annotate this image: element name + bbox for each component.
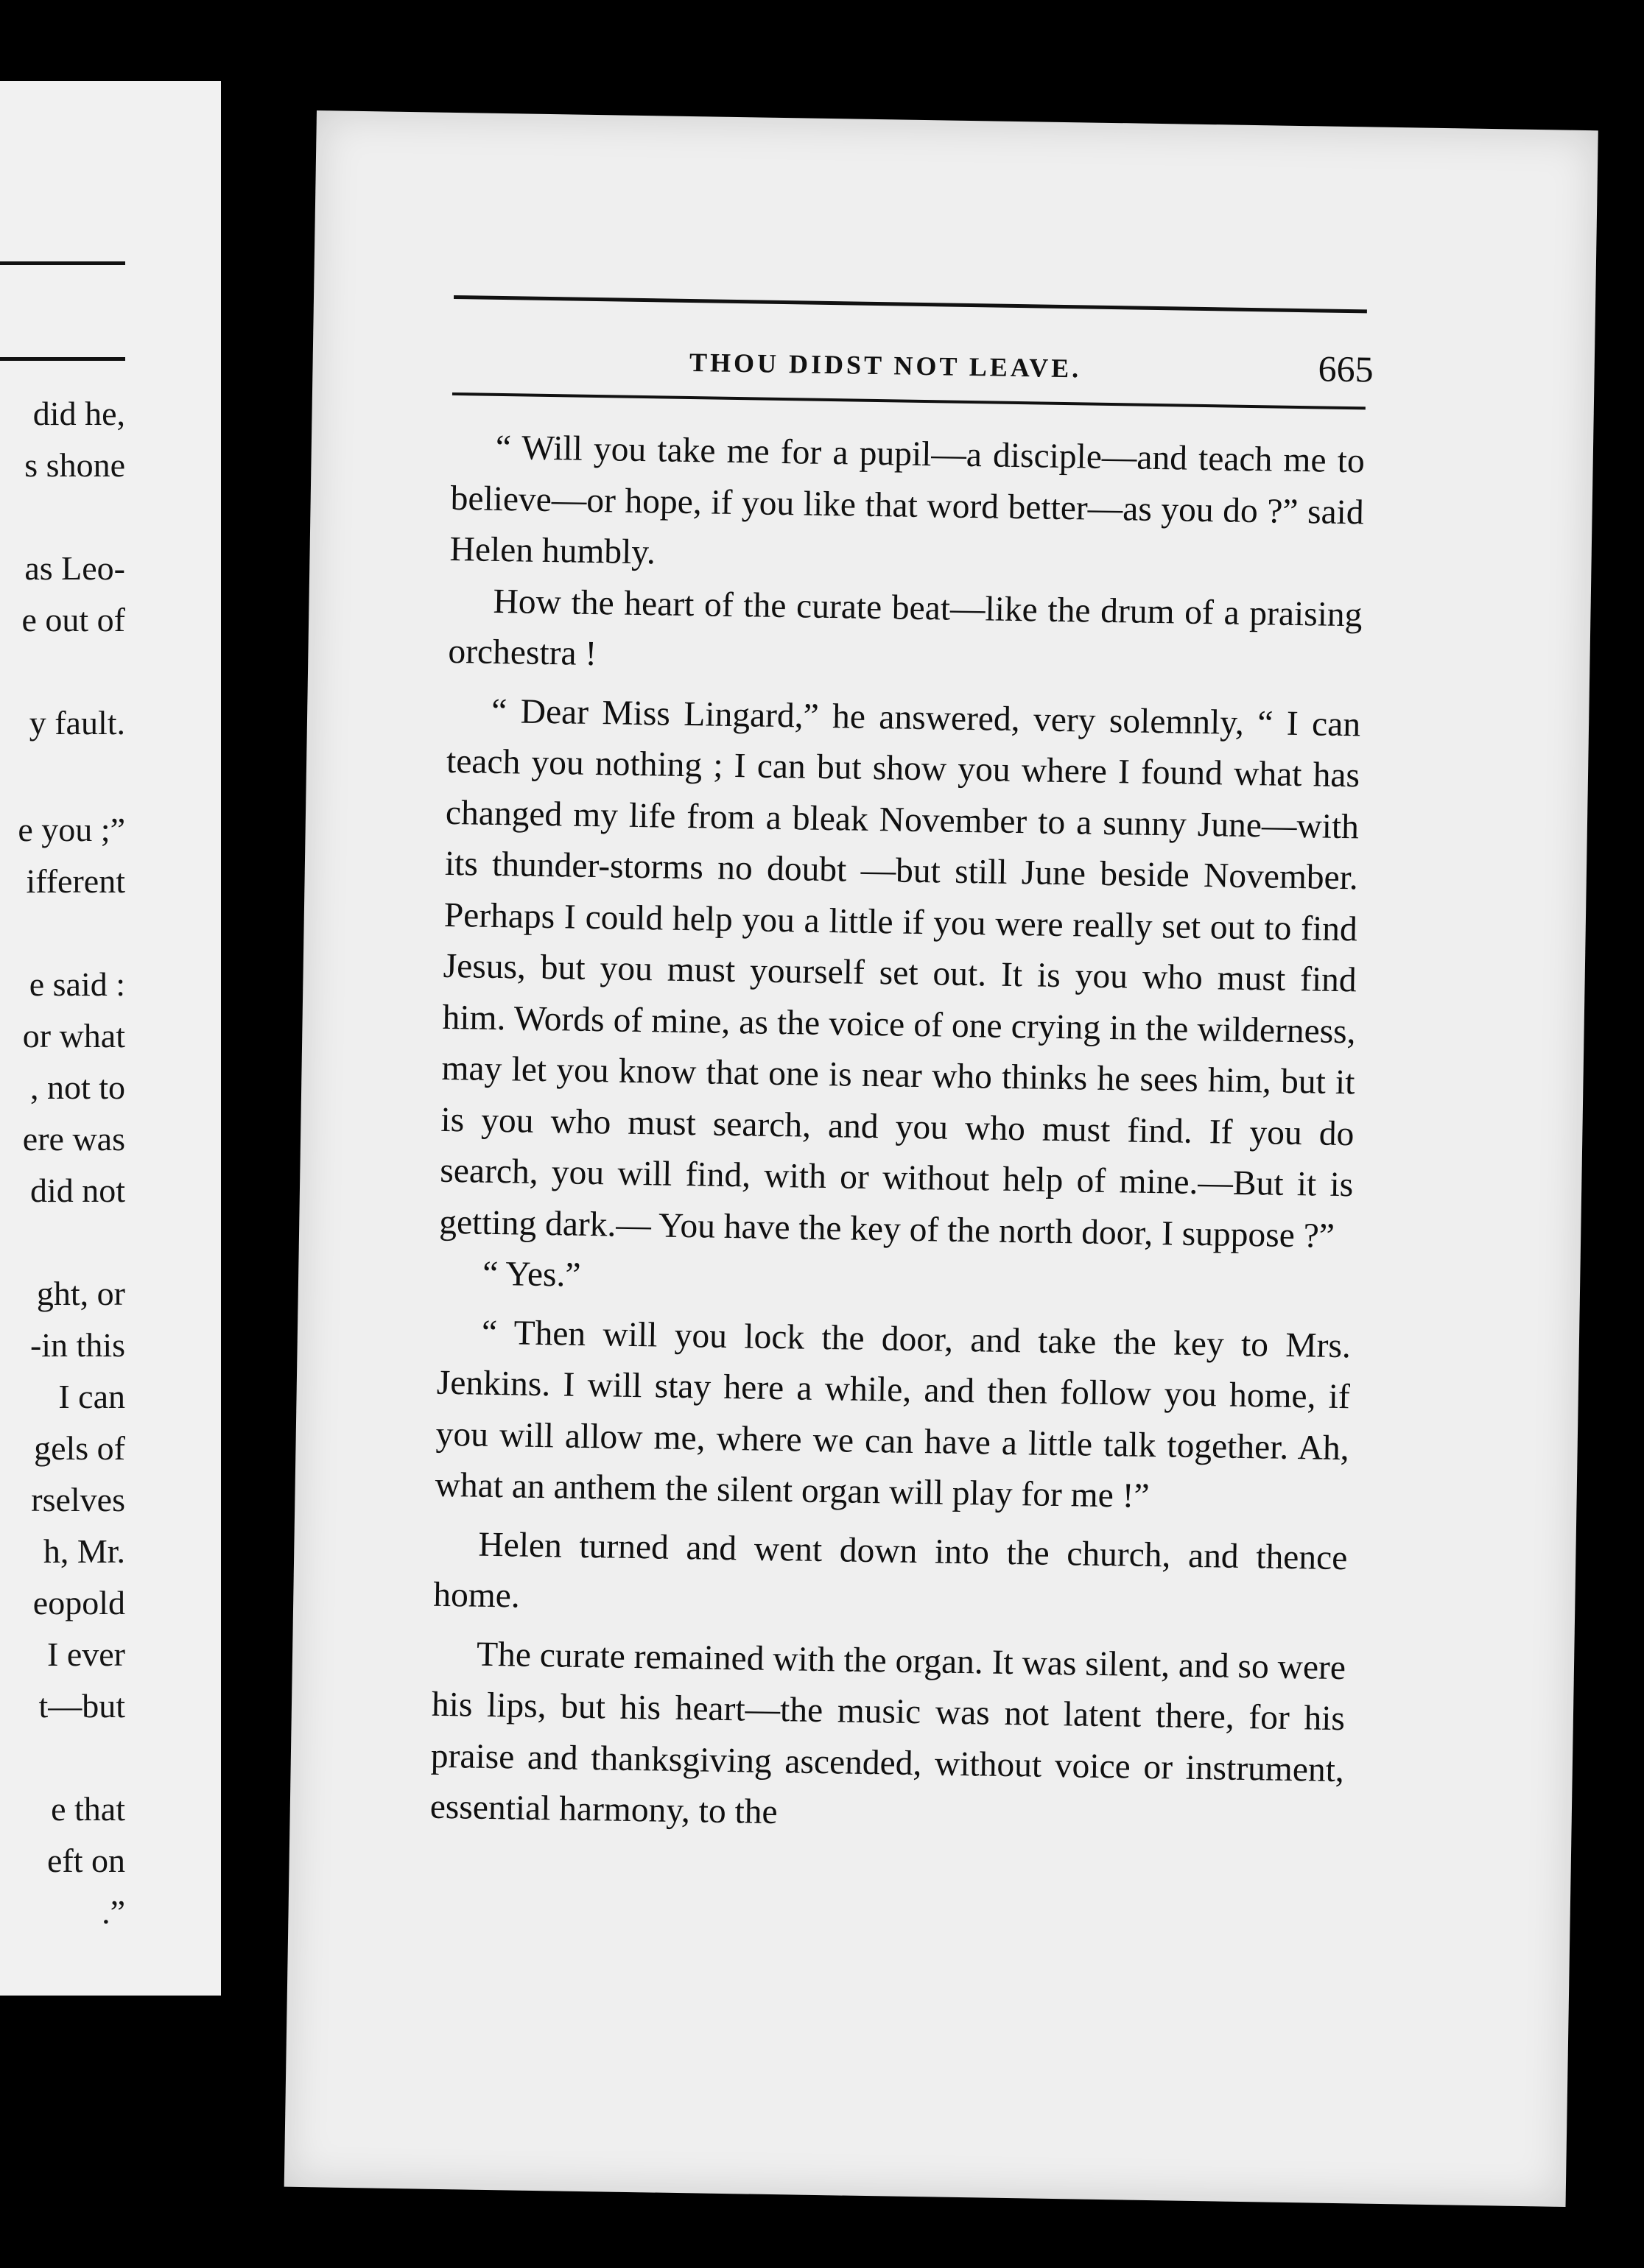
paragraph: “ Will you take me for a pupil—a disciple—and teach me to believe—or hope, if you like that word better—as you do ?” said Helen humbly. [449, 428, 1366, 572]
left-page-line: ifferent [26, 862, 125, 900]
left-page-line: did he, [32, 395, 125, 432]
paragraph: “ Yes.” [482, 1254, 581, 1295]
left-page-line: s shone [24, 446, 125, 484]
paragraph: “ Then will you lock the door, and take the key to Mrs. Jenkins. I will stay here a while, and then follow you home, if you will allow me, where we can have a little talk together. Ah, what an anthem the silent organ will play for me !” [435, 1313, 1352, 1515]
left-page-line: .” [102, 1893, 125, 1931]
body-text [429, 422, 1365, 1848]
left-page-line: eft on [46, 1842, 125, 1879]
left-page-line: gels of [34, 1429, 125, 1467]
header-rule-top [454, 295, 1367, 313]
left-page-line: ere was [22, 1120, 125, 1158]
left-page-line: -in this [29, 1326, 125, 1364]
left-page-line: e out of [21, 601, 125, 638]
left-page-line: eopold [32, 1584, 125, 1621]
left-page-line: e you ;” [18, 811, 125, 848]
left-page-line: did not [29, 1172, 125, 1209]
paragraph: Helen turned and went down into the church, and thence home. [432, 1525, 1348, 1616]
left-page-line: rselves [31, 1481, 125, 1518]
left-page-line: y fault. [29, 704, 125, 742]
left-page-rule [0, 357, 125, 361]
left-page-line: e said : [29, 965, 125, 1003]
left-page-line: I can [58, 1378, 125, 1415]
left-page-line: I ever [47, 1635, 125, 1673]
left-page-line: or what [22, 1017, 125, 1054]
left-page-line: t—but [38, 1687, 125, 1725]
left-page-line: ght, or [36, 1275, 125, 1312]
paragraph: “ Dear Miss Lingard,” he answered, very solemnly, “ I can teach you nothing ; I can but show you where I found what has changed my life from a bleak November to a sunny June—with its thunder-storms no doubt —but still June beside November. Perhaps I could help you a little if you were really set out to find Jesus, but you must yourself set out. It is you who must find him. Words of mine, as the voice of one crying in the wilderness, may let you know that one is near who thinks he sees him, but it is you who must search, and you who must find. If you do search, you will find, with or without help of mine.—But it is getting dark.— You have the key of the north door, I suppose ?” [438, 691, 1361, 1256]
running-title: THOU DIDST NOT LEAVE. [689, 347, 1082, 384]
left-page-line: as Leo- [24, 549, 125, 587]
page-number: 665 [1318, 348, 1374, 390]
left-page-line: h, Mr. [43, 1532, 125, 1570]
left-page-line: , not to [29, 1068, 125, 1106]
left-page-line: e that [51, 1790, 125, 1828]
paragraph: The curate remained with the organ. It was silent, and so were his lips, but his heart—the music was not latent there, for his praise and thanksgiving ascended, without voice or instrument, essential harmony, to the [429, 1635, 1346, 1832]
header-rule-bottom [452, 392, 1366, 409]
right-page [284, 110, 1598, 2207]
left-page-rule [0, 261, 125, 265]
paragraph: How the heart of the curate beat—like the drum of a praising orchestra ! [448, 582, 1363, 674]
running-head [452, 334, 1374, 390]
